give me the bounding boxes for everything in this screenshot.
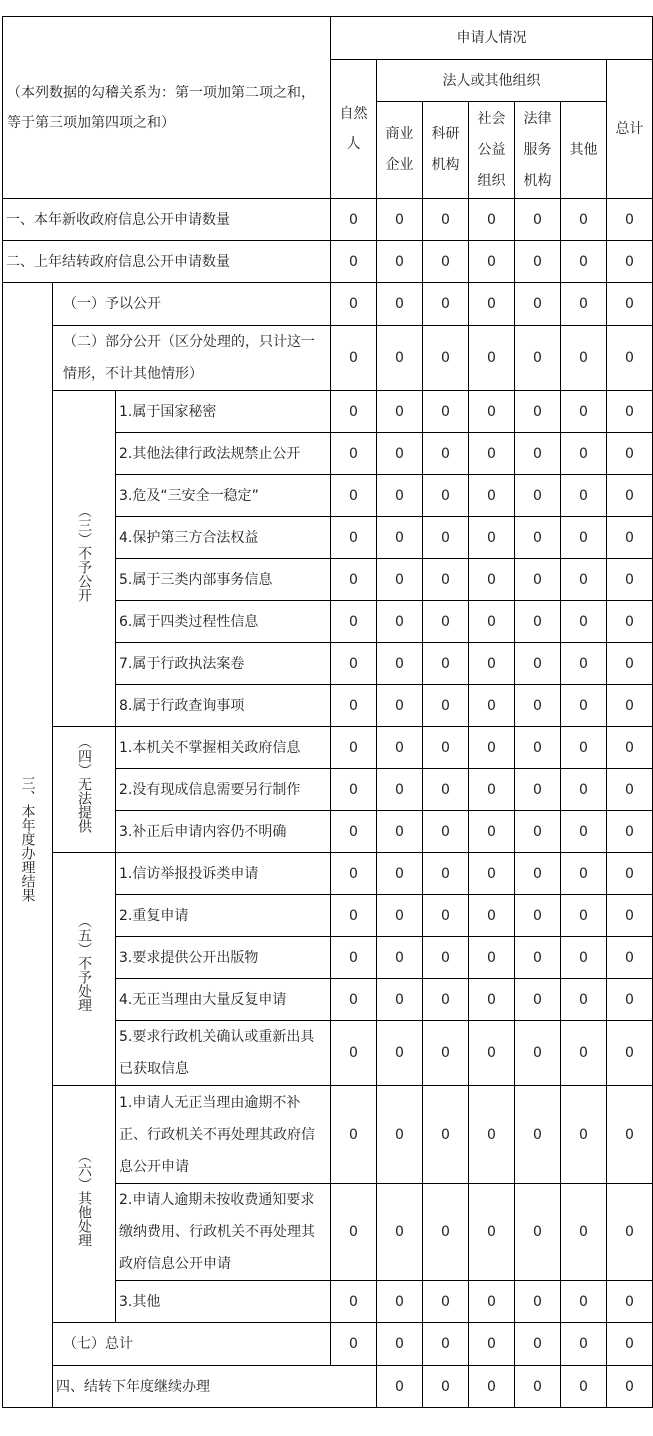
cell-value: 0 bbox=[331, 475, 377, 517]
row-label: 2.其他法律行政法规禁止公开 bbox=[116, 433, 331, 475]
cell-value: 0 bbox=[561, 241, 607, 283]
cell-value: 0 bbox=[377, 283, 423, 326]
cell-value: 0 bbox=[423, 433, 469, 475]
cell-value: 0 bbox=[607, 433, 653, 475]
cell-value: 0 bbox=[469, 475, 515, 517]
cell-value: 0 bbox=[469, 727, 515, 769]
row-label: 四、结转下年度继续办理 bbox=[53, 1366, 377, 1408]
table-row bbox=[3, 1086, 653, 1184]
row-label: 8.属于行政查询事项 bbox=[116, 685, 331, 727]
cell-value: 0 bbox=[423, 811, 469, 853]
cell-value: 0 bbox=[423, 601, 469, 643]
header-social-welfare bbox=[469, 102, 515, 199]
cell-value: 0 bbox=[331, 1184, 377, 1281]
cell-value: 0 bbox=[515, 241, 561, 283]
cell-value: 0 bbox=[469, 1021, 515, 1086]
cell-value: 0 bbox=[607, 937, 653, 979]
cell-value: 0 bbox=[377, 727, 423, 769]
cell-value: 0 bbox=[331, 1021, 377, 1086]
group-6-label bbox=[53, 1086, 116, 1323]
cell-value: 0 bbox=[515, 283, 561, 326]
row-label: （一）予以公开 bbox=[53, 283, 331, 326]
cell-value: 0 bbox=[561, 517, 607, 559]
table-row bbox=[3, 1366, 653, 1408]
cell-value: 0 bbox=[331, 391, 377, 433]
cell-value: 0 bbox=[469, 241, 515, 283]
cell-value: 0 bbox=[607, 475, 653, 517]
cell-value: 0 bbox=[331, 517, 377, 559]
cell-value: 0 bbox=[607, 559, 653, 601]
cell-value: 0 bbox=[561, 895, 607, 937]
cell-value: 0 bbox=[469, 326, 515, 391]
cell-value: 0 bbox=[423, 769, 469, 811]
table-row bbox=[3, 326, 653, 391]
cell-value: 0 bbox=[377, 391, 423, 433]
table-row bbox=[3, 199, 653, 241]
cell-value: 0 bbox=[561, 433, 607, 475]
cell-value: 0 bbox=[607, 283, 653, 326]
cell-value: 0 bbox=[469, 601, 515, 643]
row-label: 5.属于三类内部事务信息 bbox=[116, 559, 331, 601]
cell-value: 0 bbox=[469, 685, 515, 727]
cell-value: 0 bbox=[469, 811, 515, 853]
cell-value: 0 bbox=[607, 685, 653, 727]
cell-value: 0 bbox=[423, 979, 469, 1021]
cell-value: 0 bbox=[515, 601, 561, 643]
cell-value: 0 bbox=[561, 853, 607, 895]
cell-value: 0 bbox=[607, 326, 653, 391]
cell-value: 0 bbox=[561, 1184, 607, 1281]
cell-value: 0 bbox=[561, 937, 607, 979]
row-label: 二、上年结转政府信息公开申请数量 bbox=[3, 241, 331, 283]
header-research-text: 科研机构 bbox=[431, 126, 460, 173]
cell-value: 0 bbox=[377, 517, 423, 559]
cell-value: 0 bbox=[331, 433, 377, 475]
cell-value: 0 bbox=[561, 685, 607, 727]
cell-value: 0 bbox=[331, 326, 377, 391]
cell-value: 0 bbox=[515, 979, 561, 1021]
cell-value: 0 bbox=[561, 1021, 607, 1086]
cell-value: 0 bbox=[377, 643, 423, 685]
table-row bbox=[3, 241, 653, 283]
cell-value: 0 bbox=[469, 1323, 515, 1366]
cell-value: 0 bbox=[561, 643, 607, 685]
group-4-label-text: （四）无法提供 bbox=[76, 734, 92, 833]
cell-value: 0 bbox=[377, 979, 423, 1021]
cell-value: 0 bbox=[331, 1086, 377, 1184]
cell-value: 0 bbox=[607, 1281, 653, 1323]
cell-value: 0 bbox=[515, 475, 561, 517]
header-legal-org: 法人或其他组织 bbox=[377, 60, 607, 102]
cell-value: 0 bbox=[331, 283, 377, 326]
cell-value: 0 bbox=[607, 1086, 653, 1184]
cell-value: 0 bbox=[377, 433, 423, 475]
cell-value: 0 bbox=[515, 685, 561, 727]
cell-value: 0 bbox=[423, 1086, 469, 1184]
cell-value: 0 bbox=[607, 811, 653, 853]
header-natural-person-text: 自然人 bbox=[339, 106, 368, 152]
cell-value: 0 bbox=[423, 1184, 469, 1281]
cell-value: 0 bbox=[331, 241, 377, 283]
cell-value: 0 bbox=[377, 1021, 423, 1086]
group-4-label bbox=[53, 727, 116, 853]
cell-value: 0 bbox=[331, 769, 377, 811]
cell-value: 0 bbox=[469, 517, 515, 559]
cell-value: 0 bbox=[515, 433, 561, 475]
cell-value: 0 bbox=[331, 811, 377, 853]
cell-value: 0 bbox=[469, 559, 515, 601]
cell-value: 0 bbox=[607, 643, 653, 685]
cell-value: 0 bbox=[423, 685, 469, 727]
cell-value: 0 bbox=[331, 643, 377, 685]
header-commercial bbox=[377, 102, 423, 199]
cell-value: 0 bbox=[423, 241, 469, 283]
section-3-label-text: 三、本年度办理结果 bbox=[19, 776, 36, 902]
cell-value: 0 bbox=[377, 199, 423, 241]
cell-value: 0 bbox=[423, 475, 469, 517]
cell-value: 0 bbox=[561, 979, 607, 1021]
cell-value: 0 bbox=[377, 1281, 423, 1323]
header-natural-person bbox=[331, 60, 377, 199]
cell-value: 0 bbox=[377, 1323, 423, 1366]
cell-value: 0 bbox=[515, 811, 561, 853]
section-3-label bbox=[3, 283, 53, 1408]
row-label: （二）部分公开（区分处理的，只计这一情形，不计其他情形） bbox=[53, 326, 331, 391]
cell-value: 0 bbox=[515, 643, 561, 685]
cell-value: 0 bbox=[423, 326, 469, 391]
cell-value: 0 bbox=[423, 853, 469, 895]
cell-value: 0 bbox=[469, 1184, 515, 1281]
cell-value: 0 bbox=[515, 199, 561, 241]
cell-value: 0 bbox=[469, 769, 515, 811]
row-label: 3.补正后申请内容仍不明确 bbox=[116, 811, 331, 853]
row-label: 1.本机关不掌握相关政府信息 bbox=[116, 727, 331, 769]
cell-value: 0 bbox=[515, 1021, 561, 1086]
cell-value: 0 bbox=[607, 853, 653, 895]
cell-value: 0 bbox=[331, 601, 377, 643]
table-row bbox=[3, 727, 653, 769]
header-applicant-situation: 申请人情况 bbox=[331, 17, 653, 60]
row-label: 4.无正当理由大量反复申请 bbox=[116, 979, 331, 1021]
cell-value: 0 bbox=[561, 391, 607, 433]
row-label: 5.要求行政机关确认或重新出具已获取信息 bbox=[116, 1021, 331, 1086]
row-label: 1.属于国家秘密 bbox=[116, 391, 331, 433]
row-label: 2.没有现成信息需要另行制作 bbox=[116, 769, 331, 811]
row-label: （七）总计 bbox=[53, 1323, 331, 1366]
cell-value: 0 bbox=[607, 199, 653, 241]
cell-value: 0 bbox=[607, 727, 653, 769]
cell-value: 0 bbox=[423, 1021, 469, 1086]
cell-value: 0 bbox=[377, 853, 423, 895]
cell-value: 0 bbox=[607, 979, 653, 1021]
cell-value: 0 bbox=[561, 1281, 607, 1323]
cell-value: 0 bbox=[469, 643, 515, 685]
row-label: 7.属于行政执法案卷 bbox=[116, 643, 331, 685]
cell-value: 0 bbox=[377, 475, 423, 517]
cell-value: 0 bbox=[561, 283, 607, 326]
cell-value: 0 bbox=[561, 727, 607, 769]
group-5-label-text: （五）不予处理 bbox=[76, 914, 92, 1012]
cell-value: 0 bbox=[515, 727, 561, 769]
row-label: 3.危及“三安全一稳定” bbox=[116, 475, 331, 517]
table-row bbox=[3, 1323, 653, 1366]
header-legal-service-text: 法律服务机构 bbox=[523, 110, 552, 189]
table-row bbox=[3, 283, 653, 326]
cell-value: 0 bbox=[331, 937, 377, 979]
cell-value: 0 bbox=[331, 979, 377, 1021]
cell-value: 0 bbox=[377, 811, 423, 853]
cell-value: 0 bbox=[423, 517, 469, 559]
cell-value: 0 bbox=[331, 685, 377, 727]
cell-value: 0 bbox=[607, 1366, 653, 1408]
row-label: 2.申请人逾期未按收费通知要求缴纳费用、行政机关不再处理其政府信息公开申请 bbox=[116, 1184, 331, 1281]
cell-value: 0 bbox=[515, 769, 561, 811]
cell-value: 0 bbox=[515, 1281, 561, 1323]
cell-value: 0 bbox=[607, 769, 653, 811]
cell-value: 0 bbox=[607, 391, 653, 433]
cell-value: 0 bbox=[515, 1323, 561, 1366]
cell-value: 0 bbox=[377, 1184, 423, 1281]
cell-value: 0 bbox=[423, 199, 469, 241]
cell-value: 0 bbox=[561, 199, 607, 241]
cell-value: 0 bbox=[331, 1281, 377, 1323]
cell-value: 0 bbox=[377, 685, 423, 727]
cell-value: 0 bbox=[469, 937, 515, 979]
cell-value: 0 bbox=[423, 643, 469, 685]
row-label: 1.申请人无正当理由逾期不补正、行政机关不再处理其政府信息公开申请 bbox=[116, 1086, 331, 1184]
cell-value: 0 bbox=[561, 769, 607, 811]
cell-value: 0 bbox=[423, 1323, 469, 1366]
cell-value: 0 bbox=[469, 1086, 515, 1184]
cell-value: 0 bbox=[515, 937, 561, 979]
cell-value: 0 bbox=[469, 895, 515, 937]
row-label: 4.保护第三方合法权益 bbox=[116, 517, 331, 559]
cell-value: 0 bbox=[515, 1086, 561, 1184]
cell-value: 0 bbox=[607, 1323, 653, 1366]
cell-value: 0 bbox=[377, 326, 423, 391]
cell-value: 0 bbox=[607, 241, 653, 283]
cell-value: 0 bbox=[423, 727, 469, 769]
cell-value: 0 bbox=[423, 283, 469, 326]
cell-value: 0 bbox=[515, 391, 561, 433]
table-row bbox=[3, 391, 653, 433]
header-research bbox=[423, 102, 469, 199]
header-other: 其他 bbox=[561, 102, 607, 199]
cell-value: 0 bbox=[331, 727, 377, 769]
cell-value: 0 bbox=[469, 979, 515, 1021]
cell-value: 0 bbox=[515, 895, 561, 937]
row-label: 3.其他 bbox=[116, 1281, 331, 1323]
cell-value: 0 bbox=[607, 1021, 653, 1086]
cell-value: 0 bbox=[377, 601, 423, 643]
row-label: 3.要求提供公开出版物 bbox=[116, 937, 331, 979]
cell-value: 0 bbox=[561, 1366, 607, 1408]
cell-value: 0 bbox=[377, 559, 423, 601]
cell-value: 0 bbox=[607, 895, 653, 937]
cell-value: 0 bbox=[607, 517, 653, 559]
cell-value: 0 bbox=[331, 895, 377, 937]
government-info-disclosure-table bbox=[2, 16, 653, 1408]
cell-value: 0 bbox=[607, 1184, 653, 1281]
cell-value: 0 bbox=[515, 559, 561, 601]
row-label: 6.属于四类过程性信息 bbox=[116, 601, 331, 643]
cell-value: 0 bbox=[377, 1366, 423, 1408]
header-note: （本列数据的勾稽关系为：第一项加第二项之和，等于第三项加第四项之和） bbox=[3, 17, 331, 199]
cell-value: 0 bbox=[331, 1323, 377, 1366]
cell-value: 0 bbox=[561, 1323, 607, 1366]
row-label: 一、本年新收政府信息公开申请数量 bbox=[3, 199, 331, 241]
group-3-label-text: （三）不予公开 bbox=[76, 503, 92, 602]
group-6-label-text: （六）其他处理 bbox=[76, 1149, 92, 1247]
header-total: 总计 bbox=[607, 60, 653, 199]
cell-value: 0 bbox=[423, 391, 469, 433]
cell-value: 0 bbox=[469, 391, 515, 433]
cell-value: 0 bbox=[469, 1281, 515, 1323]
cell-value: 0 bbox=[377, 937, 423, 979]
cell-value: 0 bbox=[515, 326, 561, 391]
cell-value: 0 bbox=[423, 559, 469, 601]
header-row-1 bbox=[3, 17, 653, 60]
cell-value: 0 bbox=[423, 1366, 469, 1408]
cell-value: 0 bbox=[561, 601, 607, 643]
group-3-label bbox=[53, 391, 116, 727]
cell-value: 0 bbox=[515, 517, 561, 559]
cell-value: 0 bbox=[561, 559, 607, 601]
cell-value: 0 bbox=[515, 853, 561, 895]
cell-value: 0 bbox=[377, 895, 423, 937]
cell-value: 0 bbox=[331, 199, 377, 241]
cell-value: 0 bbox=[561, 326, 607, 391]
cell-value: 0 bbox=[561, 475, 607, 517]
cell-value: 0 bbox=[469, 1366, 515, 1408]
cell-value: 0 bbox=[469, 433, 515, 475]
cell-value: 0 bbox=[377, 1086, 423, 1184]
group-5-label bbox=[53, 853, 116, 1086]
cell-value: 0 bbox=[561, 1086, 607, 1184]
cell-value: 0 bbox=[377, 241, 423, 283]
row-label: 2.重复申请 bbox=[116, 895, 331, 937]
table-row bbox=[3, 853, 653, 895]
cell-value: 0 bbox=[423, 1281, 469, 1323]
row-label: 1.信访举报投诉类申请 bbox=[116, 853, 331, 895]
header-legal-service bbox=[515, 102, 561, 199]
cell-value: 0 bbox=[561, 811, 607, 853]
cell-value: 0 bbox=[469, 283, 515, 326]
header-commercial-text: 商业企业 bbox=[385, 126, 414, 173]
cell-value: 0 bbox=[515, 1184, 561, 1281]
cell-value: 0 bbox=[331, 559, 377, 601]
cell-value: 0 bbox=[423, 937, 469, 979]
cell-value: 0 bbox=[469, 199, 515, 241]
header-social-welfare-text: 社会公益组织 bbox=[477, 110, 506, 189]
cell-value: 0 bbox=[331, 853, 377, 895]
cell-value: 0 bbox=[423, 895, 469, 937]
cell-value: 0 bbox=[377, 769, 423, 811]
cell-value: 0 bbox=[469, 853, 515, 895]
cell-value: 0 bbox=[607, 601, 653, 643]
cell-value: 0 bbox=[515, 1366, 561, 1408]
